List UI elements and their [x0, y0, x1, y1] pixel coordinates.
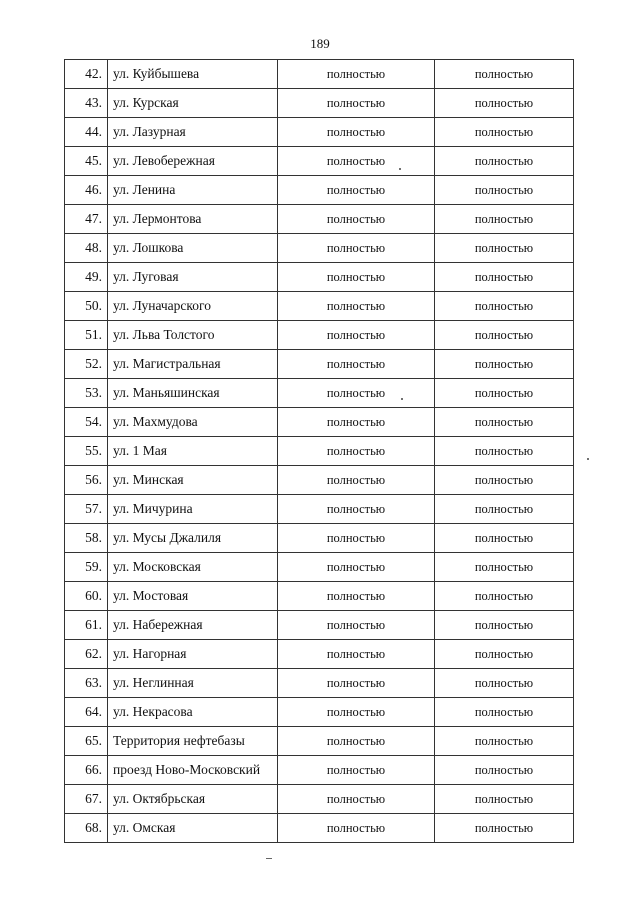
coverage-cell: полностью	[435, 582, 574, 611]
street-name: ул. 1 Мая	[108, 437, 278, 466]
street-name: ул. Некрасова	[108, 698, 278, 727]
table-row	[65, 437, 574, 466]
street-name: ул. Нагорная	[108, 640, 278, 669]
page-number: 189	[310, 36, 330, 51]
table-row	[65, 263, 574, 292]
coverage-cell: полностью	[278, 176, 435, 205]
street-name: ул. Маньяшинская	[108, 379, 278, 408]
scan-speck	[587, 458, 589, 460]
coverage-cell: полностью	[435, 205, 574, 234]
coverage-cell: полностью	[278, 292, 435, 321]
row-number: 66.	[65, 756, 108, 785]
street-name: ул. Лазурная	[108, 118, 278, 147]
coverage-cell: полностью	[278, 379, 435, 408]
coverage-cell: полностью	[278, 495, 435, 524]
coverage-cell: полностью	[435, 640, 574, 669]
coverage-cell: полностью	[278, 147, 435, 176]
coverage-cell: полностью	[278, 698, 435, 727]
coverage-cell: полностью	[278, 814, 435, 843]
coverage-cell: полностью	[435, 234, 574, 263]
coverage-cell: полностью	[278, 89, 435, 118]
table-row	[65, 495, 574, 524]
coverage-cell: полностью	[435, 495, 574, 524]
table-row	[65, 89, 574, 118]
coverage-cell: полностью	[435, 321, 574, 350]
street-name: ул. Куйбышева	[108, 60, 278, 89]
row-number: 64.	[65, 698, 108, 727]
street-name: ул. Лошкова	[108, 234, 278, 263]
street-name: ул. Левобережная	[108, 147, 278, 176]
street-name: ул. Омская	[108, 814, 278, 843]
coverage-cell: полностью	[435, 611, 574, 640]
street-name: ул. Льва Толстого	[108, 321, 278, 350]
coverage-cell: полностью	[435, 669, 574, 698]
table-row	[65, 669, 574, 698]
street-name: ул. Октябрьская	[108, 785, 278, 814]
row-number: 65.	[65, 727, 108, 756]
coverage-cell: полностью	[278, 611, 435, 640]
row-number: 54.	[65, 408, 108, 437]
table-row	[65, 640, 574, 669]
street-name: ул. Набережная	[108, 611, 278, 640]
coverage-cell: полностью	[278, 321, 435, 350]
coverage-cell: полностью	[435, 698, 574, 727]
table-row	[65, 60, 574, 89]
row-number: 52.	[65, 350, 108, 379]
street-name: ул. Московская	[108, 553, 278, 582]
table-row	[65, 321, 574, 350]
coverage-cell: полностью	[278, 60, 435, 89]
coverage-cell: полностью	[435, 553, 574, 582]
table-row	[65, 292, 574, 321]
coverage-cell: полностью	[278, 234, 435, 263]
table-row	[65, 785, 574, 814]
coverage-cell: полностью	[435, 524, 574, 553]
table-row	[65, 408, 574, 437]
table-row	[65, 814, 574, 843]
row-number: 61.	[65, 611, 108, 640]
coverage-cell: полностью	[278, 582, 435, 611]
scan-dash	[266, 858, 272, 859]
coverage-cell: полностью	[278, 785, 435, 814]
street-name: ул. Мичурина	[108, 495, 278, 524]
table-row	[65, 727, 574, 756]
street-name: Территория нефтебазы	[108, 727, 278, 756]
row-number: 42.	[65, 60, 108, 89]
coverage-cell: полностью	[278, 350, 435, 379]
coverage-cell: полностью	[278, 669, 435, 698]
table-row	[65, 147, 574, 176]
row-number: 43.	[65, 89, 108, 118]
street-name: проезд Ново-Московский	[108, 756, 278, 785]
street-name: ул. Магистральная	[108, 350, 278, 379]
street-name: ул. Мостовая	[108, 582, 278, 611]
coverage-cell: полностью	[435, 176, 574, 205]
coverage-cell: полностью	[435, 147, 574, 176]
table-row	[65, 176, 574, 205]
table-row	[65, 524, 574, 553]
coverage-cell: полностью	[435, 292, 574, 321]
row-number: 46.	[65, 176, 108, 205]
table-row	[65, 234, 574, 263]
row-number: 53.	[65, 379, 108, 408]
street-name: ул. Луговая	[108, 263, 278, 292]
street-name: ул. Луначарского	[108, 292, 278, 321]
street-name: ул. Ленина	[108, 176, 278, 205]
coverage-cell: полностью	[435, 118, 574, 147]
table-row	[65, 553, 574, 582]
row-number: 44.	[65, 118, 108, 147]
coverage-cell: полностью	[435, 263, 574, 292]
row-number: 67.	[65, 785, 108, 814]
row-number: 45.	[65, 147, 108, 176]
table-row	[65, 205, 574, 234]
table-row	[65, 350, 574, 379]
coverage-cell: полностью	[435, 408, 574, 437]
coverage-cell: полностью	[278, 408, 435, 437]
row-number: 49.	[65, 263, 108, 292]
row-number: 58.	[65, 524, 108, 553]
row-number: 50.	[65, 292, 108, 321]
row-number: 60.	[65, 582, 108, 611]
table-row	[65, 698, 574, 727]
coverage-cell: полностью	[278, 727, 435, 756]
row-number: 47.	[65, 205, 108, 234]
row-number: 56.	[65, 466, 108, 495]
coverage-cell: полностью	[278, 118, 435, 147]
coverage-cell: полностью	[435, 756, 574, 785]
coverage-cell: полностью	[278, 466, 435, 495]
row-number: 59.	[65, 553, 108, 582]
table-row	[65, 379, 574, 408]
street-name: ул. Мусы Джалиля	[108, 524, 278, 553]
row-number: 68.	[65, 814, 108, 843]
table-row	[65, 582, 574, 611]
coverage-cell: полностью	[278, 524, 435, 553]
coverage-cell: полностью	[278, 553, 435, 582]
coverage-cell: полностью	[435, 814, 574, 843]
coverage-cell: полностью	[278, 756, 435, 785]
row-number: 63.	[65, 669, 108, 698]
scan-speck	[401, 398, 403, 400]
coverage-cell: полностью	[435, 785, 574, 814]
street-name: ул. Неглинная	[108, 669, 278, 698]
coverage-cell: полностью	[435, 437, 574, 466]
row-number: 55.	[65, 437, 108, 466]
street-name: ул. Лермонтова	[108, 205, 278, 234]
table-row	[65, 466, 574, 495]
street-name: ул. Минская	[108, 466, 278, 495]
coverage-cell: полностью	[435, 350, 574, 379]
scan-speck	[399, 168, 401, 170]
coverage-cell: полностью	[435, 89, 574, 118]
coverage-cell: полностью	[278, 263, 435, 292]
table-row	[65, 118, 574, 147]
coverage-cell: полностью	[435, 379, 574, 408]
coverage-cell: полностью	[278, 437, 435, 466]
row-number: 62.	[65, 640, 108, 669]
coverage-cell: полностью	[278, 205, 435, 234]
row-number: 48.	[65, 234, 108, 263]
coverage-cell: полностью	[435, 466, 574, 495]
table-row	[65, 611, 574, 640]
row-number: 51.	[65, 321, 108, 350]
street-name: ул. Курская	[108, 89, 278, 118]
coverage-cell: полностью	[435, 60, 574, 89]
table-row	[65, 756, 574, 785]
streets-table	[64, 59, 574, 843]
coverage-cell: полностью	[435, 727, 574, 756]
street-name: ул. Махмудова	[108, 408, 278, 437]
streets-table-body	[65, 60, 574, 843]
coverage-cell: полностью	[278, 640, 435, 669]
row-number: 57.	[65, 495, 108, 524]
